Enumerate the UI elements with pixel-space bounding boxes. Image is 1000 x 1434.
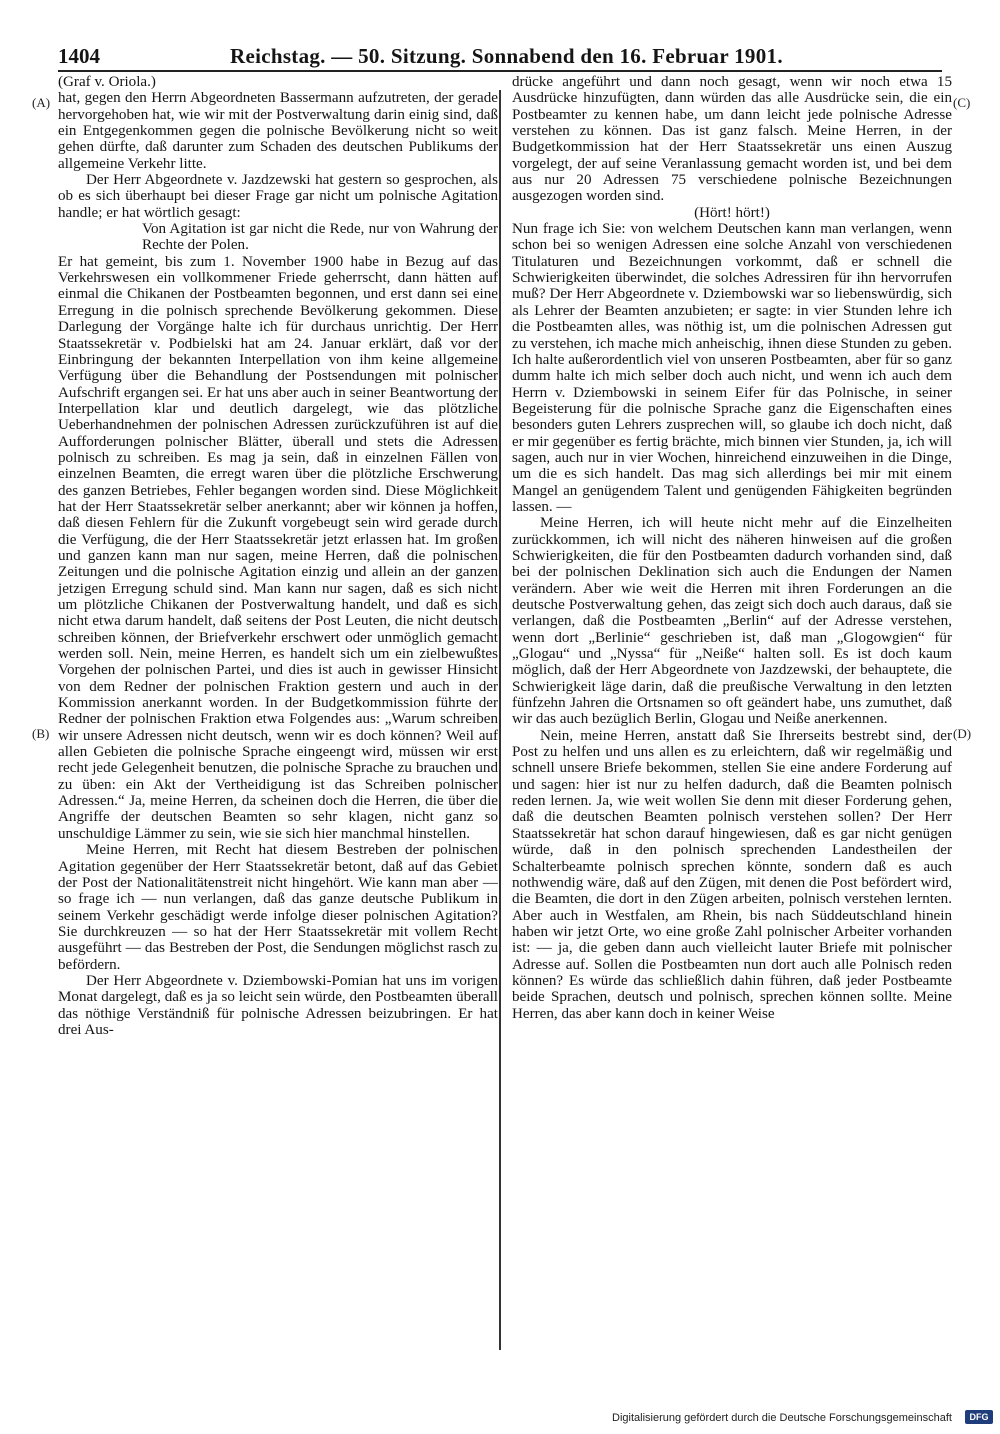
paragraph: drücke angeführt und dann noch gesagt, wenn wir noch etwa 15 Ausdrücke hinzufügten, dann würden das alle Ausdrücke sein, die ein Postbeamter zu kennen habe, um dann leicht jede polnische Adresse verstehen zu können. Das ist ganz falsch. Meine Herren, in der Budgetkommission hat der Herr Staatssekretär uns einen Auszug vorgelegt, der auf seine Veranlassung gemacht worden ist, und bei dem aus nur 20 Adressen 75 verschiedene polnische Bezeichnungen ausgezogen worden sind. bbox=[512, 74, 952, 205]
paragraph: Der Herr Abgeordnete v. Jazdzewski hat gestern so gesprochen, als ob es sich überhaupt bei dieser Frage gar nicht um polnische Agitation handle; er hat wörtlich gesagt: bbox=[58, 172, 498, 221]
dfg-logo: DFG bbox=[965, 1410, 993, 1424]
page-number: 1404 bbox=[58, 44, 100, 68]
header-rule bbox=[58, 70, 942, 72]
quotation: Von Agitation ist gar nicht die Rede, nur von Wahrung der Rechte der Polen. bbox=[142, 221, 498, 254]
right-column bbox=[512, 74, 952, 1022]
column-divider bbox=[499, 90, 501, 1350]
margin-letter-a: (A) bbox=[32, 95, 51, 110]
left-column bbox=[58, 74, 498, 1038]
margin-letter-d: (D) bbox=[953, 726, 972, 741]
paragraph: Nein, meine Herren, anstatt daß Sie Ihrerseits bestrebt sind, der Post zu helfen und uns allen es zu erleichtern, daß wir regelmäßig und schnell unsere Briefe bekommen, stellen Sie eine andere Forderung auf und sagen: hier ist nur zu helfen dadurch, daß die Beamten polnisch reden lernen. Ja, wie weit wollen Sie denn mit dieser Forderung gehen, daß die deutschen Beamten polnisch verstehen sollen? Der Herr Staatssekretär hat schon darauf hingewiesen, daß es gar nicht genügen würde, daß in den polnisch sprechenden Landestheilen der Schalterbeamte polnisch sprechen könnte, sondern daß es auch nothwendig wäre, daß auf den Zügen, mit denen die Post befördert wird, die Beamten, die dort in den Zügen arbeiten, polnisch verstehen lernten. Aber auch in Westfalen, am Rhein, bis nach Süddeutschland hinein haben wir jetzt Orte, wo eine große Zahl polnischer Arbeiter vorhanden ist: — ja, die geben dann auch vielleicht lauter Briefe mit polnischer Adresse auf. Sollen die Postbeamten nun dort auch alle Polnisch reden können? Es würde das schließlich dahin führen, daß jeder Postbeamte beide Sprachen, deutsch und polnisch, sprechen können sollte. Meine Herren, das aber kann doch in keiner Weise bbox=[512, 727, 952, 1022]
paragraph: Meine Herren, mit Recht hat diesem Bestreben der polnischen Agitation gegenüber der Herr Staatssekretär betont, daß auf das Gebiet der Post der Nationalitätenstreit nicht hingehört. Wie kann man aber — so frage ich — nun verlangen, daß das ganze deutsche Publikum in seinem Verkehr geschädigt werde infolge dieser polnischen Agitation? Sie durchkreuzen — so hat der Herr Staatssekretär mit vollem Recht ausgeführt — das Bestreben der Post, die Sendungen möglichst rasch zu befördern. bbox=[58, 842, 498, 973]
margin-letter-b: (B) bbox=[32, 726, 50, 741]
paragraph: hat, gegen den Herrn Abgeordneten Bassermann aufzutreten, der gerade hervorgehoben hat, wie wir mit der Postverwaltung darin einig sind, daß ein Entgegenkommen gegen die polnische Bevölkerung nicht so weit gehen dürfte, daß darunter zum Schaden des deutschen Publikums der allgemeine Verkehr litte. bbox=[58, 90, 498, 172]
margin-letter-c: (C) bbox=[953, 95, 971, 110]
speaker-name: (Graf v. Oriola.) bbox=[58, 74, 156, 90]
page-header bbox=[58, 44, 942, 70]
paragraph: Meine Herren, ich will heute nicht mehr auf die Einzelheiten zurückkommen, ich will nicht des näheren hinweisen auf die großen Schwierigkeiten, die für den Postbeamten dadurch vorhanden sind, daß bei der polnischen Deklination sich auch die Endungen der Namen verändern. Aber wie weit die Herren mit ihren Forderungen an die deutsche Postverwaltung gehen, das zeigt sich doch auch daraus, daß sie verlangen, daß die Postbeamten „Berlin“ auf der Adresse verstehen, wenn dort „Berlinie“ geschrieben ist, daß man „Glogowgien“ für „Glogau“ und „Nyssa“ für „Neiße“ halten soll. Es ist doch kaum möglich, daß der Herr Abgeordnete von Jazdzewski, der behauptete, die Schwierigkeit läge darin, daß die preußische Verwaltung in den letzten fünfzehn Jahren die Ortsnamen so oft geändert habe, uns zumuthet, daß wir das auch bezüglich Berlin, Glogau und Neiße anerkennen. bbox=[512, 515, 952, 728]
digitization-credit: Digitalisierung gefördert durch die Deutsche Forschungsgemeinschaft bbox=[612, 1412, 952, 1424]
interjection: (Hört! hört!) bbox=[694, 204, 770, 221]
running-title: Reichstag. — 50. Sitzung. Sonnabend den 16. Februar 1901. bbox=[230, 44, 783, 68]
paragraph: Er hat gemeint, bis zum 1. November 1900 habe in Bezug auf das Verkehrswesen ein vollkommener Friede geherrscht, dann hätten auf einmal die Chikanen der Postbeamten begonnen, und erst dann sei eine Erregung in die polnisch sprechende Bevölkerung gekommen. Diese Darlegung der Vorgänge halte ich für durchaus unrichtig. Der Herr Staatssekretär v. Podbielski hat am 24. Januar erklärt, daß vor der Einbringung der bekannten Interpellation von ihm keine allgemeine Verfügung über die Behandlung der Postsendungen mit polnischer Aufschrift ergangen sei. Er hat uns aber auch in seiner Beantwortung der Interpellation klar und deutlich dargelegt, wie das plötzliche Ueberhandnehmen der polnischen Adressen zurückzuführen ist auf die Aufforderungen polnischer Blätter, überall und stets die Adressen polnisch zu schreiben. Es mag ja sein, daß in einzelnen Fällen von einzelnen Beamten, die erregt waren über die plötzliche Erschwerung des ganzen Betriebes, Fehler begangen worden sind. Diese Möglichkeit hat der Herr Staatssekretär selber anerkannt; aber wir können ja hoffen, daß diesen Fehlern für die Zukunft vorgebeugt sein wird gerade durch die Verfügung, die der Herr Staatssekretär jetzt erlassen hat. Im großen und ganzen kann man nur sagen, meine Herren, daß die polnischen Zeitungen und die polnische Agitation einzig und allein an der ganzen jetzigen Erregung schuld sind. Man kann nur sagen, daß es sich nicht um plötzliche Chikanen der Postverwaltung handelt, und daß es sich nicht etwa darum handelt, daß seitens der Post Leuten, die nicht deutsch schreiben können, der Briefverkehr erschwert oder unmöglich gemacht werden soll. Nein, meine Herren, es handelt sich um ein zielbewußtes Vorgehen der polnischen Partei, und dies ist auch in gewisser Hinsicht von dem Redner der polnischen Fraktion gestern und auch in der Kommission anerkannt worden. In der Budgetkommission führte der Redner der polnischen Fraktion etwa Folgendes aus: „Warum schreiben wir unsere Adressen nicht deutsch, wenn wir es doch können? Weil auf allen Gebieten die polnische Sprache eingeengt wird, müssen wir erst recht jede Gelegenheit benutzen, die polnische Sprache zu brauchen und zu üben: ein Akt der Vertheidigung ist das Schreiben polnischer Adressen.“ Ja, meine Herren, da scheinen doch die Herren, die über die Angriffe der deutschen Beamten so sehr klagen, nicht ganz so unschuldige Lämmer zu sein, wie sie sich hier manchmal hinstellen. bbox=[58, 253, 498, 842]
paragraph: Nun frage ich Sie: von welchem Deutschen kann man verlangen, wenn schon bei so wenigen Adressen eine solche Anzahl von verschiedenen Titulaturen und Bezeichnungen vorkommt, daß er schnell die Schwierigkeiten überwindet, die solches Adressiren für ihn hervorrufen muß? Der Herr Abgeordnete v. Dziembowski war so liebenswürdig, sich als Lehrer der Beamten anzubieten; er sagte: in vier Stunden lehre ich die Postbeamten alles, was nöthig ist, um die polnischen Adressen gut zu verstehen, ich mache mich anheischig, ihnen diese Stunden zu geben. Ich halte außerordentlich viel von unseren Postbeamten, aber für so ganz dumm halte ich mich selber doch auch nicht, und wenn ich auch dem Herrn v. Dziembowski in seinem Eifer für das Polnische, in seiner Begeisterung für die polnische Sprache ganz die Eigenschaften eines besonders guten Lehrers zusprechen will, so glaube ich doch nicht, daß er mir gegenüber es fertig brächte, mich binnen vier Stunden, ja, ich will sagen, auch nur in vier Wochen, hinreichend einzuweihen in die Dinge, um die es sich handelt. Das mag sich allerdings bei mir mit einem Mangel an genügendem Talent und genügenden Fähigkeiten begründen lassen. — bbox=[512, 221, 952, 515]
paragraph: Der Herr Abgeordnete v. Dziembowski-Pomian hat uns im vorigen Monat dargelegt, daß es ja so leicht sein würde, den Postbeamten überall das nöthige Verständniß für polnische Adressen beizubringen. Er hat drei Aus- bbox=[58, 972, 498, 1038]
